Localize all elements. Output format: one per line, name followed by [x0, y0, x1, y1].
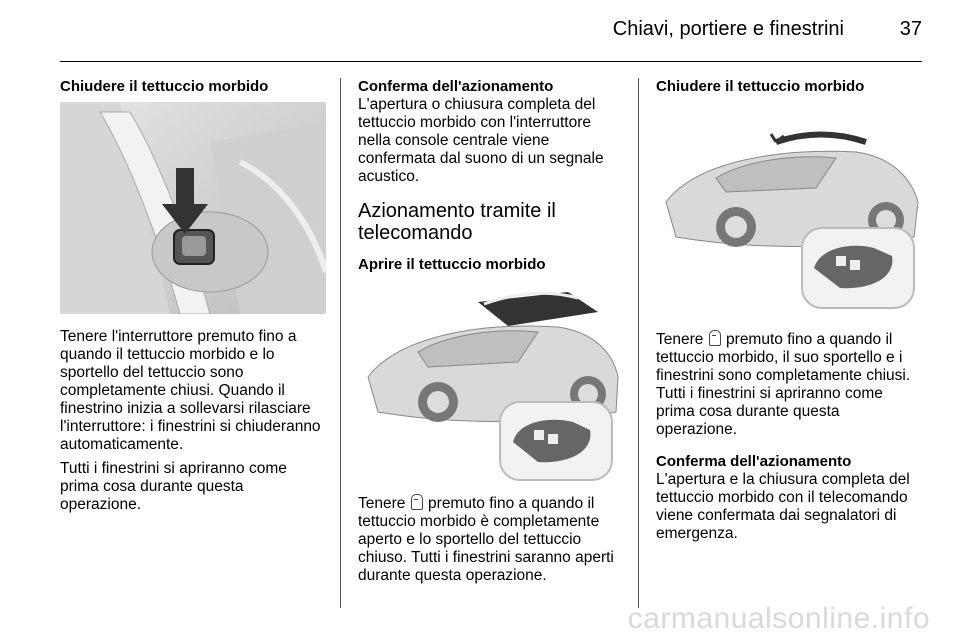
column-2 [358, 78, 624, 591]
section-heading: Chiudere il tettuccio morbido [60, 78, 269, 95]
section-heading: Conferma dell'azionamento [656, 453, 852, 470]
watermark: carmanualsonline.info [627, 602, 930, 635]
page-header [60, 0, 922, 62]
column-3 [656, 78, 924, 549]
paragraph: L'apertura e la chiusura completa del tettuccio morbido con il telecomando viene confermata dai segnalatori di emergenza. [656, 471, 910, 542]
header-title: Chiavi, portiere e finestrini [612, 18, 844, 40]
subsection-heading: Aprire il tettuccio morbido [358, 256, 546, 273]
console-switch-illustration [60, 102, 326, 314]
page-number: 37 [899, 18, 922, 40]
paragraph [656, 330, 924, 439]
roof-open-button-icon [411, 494, 423, 510]
section-heading: Chiudere il tettuccio morbido [656, 78, 865, 95]
section-heading: Conferma dell'azionamento [358, 78, 554, 95]
paragraph: Tutti i finestrini si apriranno come prima cosa durante questa operazione. [60, 460, 287, 513]
paragraph-start: Tenere [656, 331, 704, 348]
section-title: Azionamento tramite il telecomando [358, 200, 556, 244]
car-roof-close-illustration [656, 102, 922, 316]
paragraph: L'apertura o chiusura completa del tettuccio morbido con l'interruttore nella console centrale viene confermata dal suono di un segnale acustico. [358, 96, 604, 185]
paragraph: Tenere l'interruttore premuto fino a quando il tettuccio morbido e lo sportello del tettuccio sono completamente chiusi. Quando il finestrino inizia a sollevarsi rilasciare l'interruttore: i finestrini si chiuderanno automaticamente. [60, 328, 321, 453]
paragraph-start: Tenere [358, 495, 406, 512]
paragraph-rest: premuto fino a quando il tettuccio morbido, il suo sportello e i finestrini sono completamente chiusi. Tutti i finestrini si apriranno come prima cosa durante questa operazione. [656, 331, 911, 438]
column-1 [60, 78, 326, 520]
paragraph-rest: premuto fino a quando il tettuccio morbido è completamente aperto e lo sportello del tettuccio chiuso. Tutti i finestrini saranno aperti durante questa operazione. [358, 495, 614, 584]
roof-close-button-icon [709, 330, 721, 346]
car-roof-open-illustration [358, 282, 624, 482]
column-divider [638, 78, 639, 608]
paragraph [358, 494, 624, 585]
column-divider [340, 78, 341, 608]
